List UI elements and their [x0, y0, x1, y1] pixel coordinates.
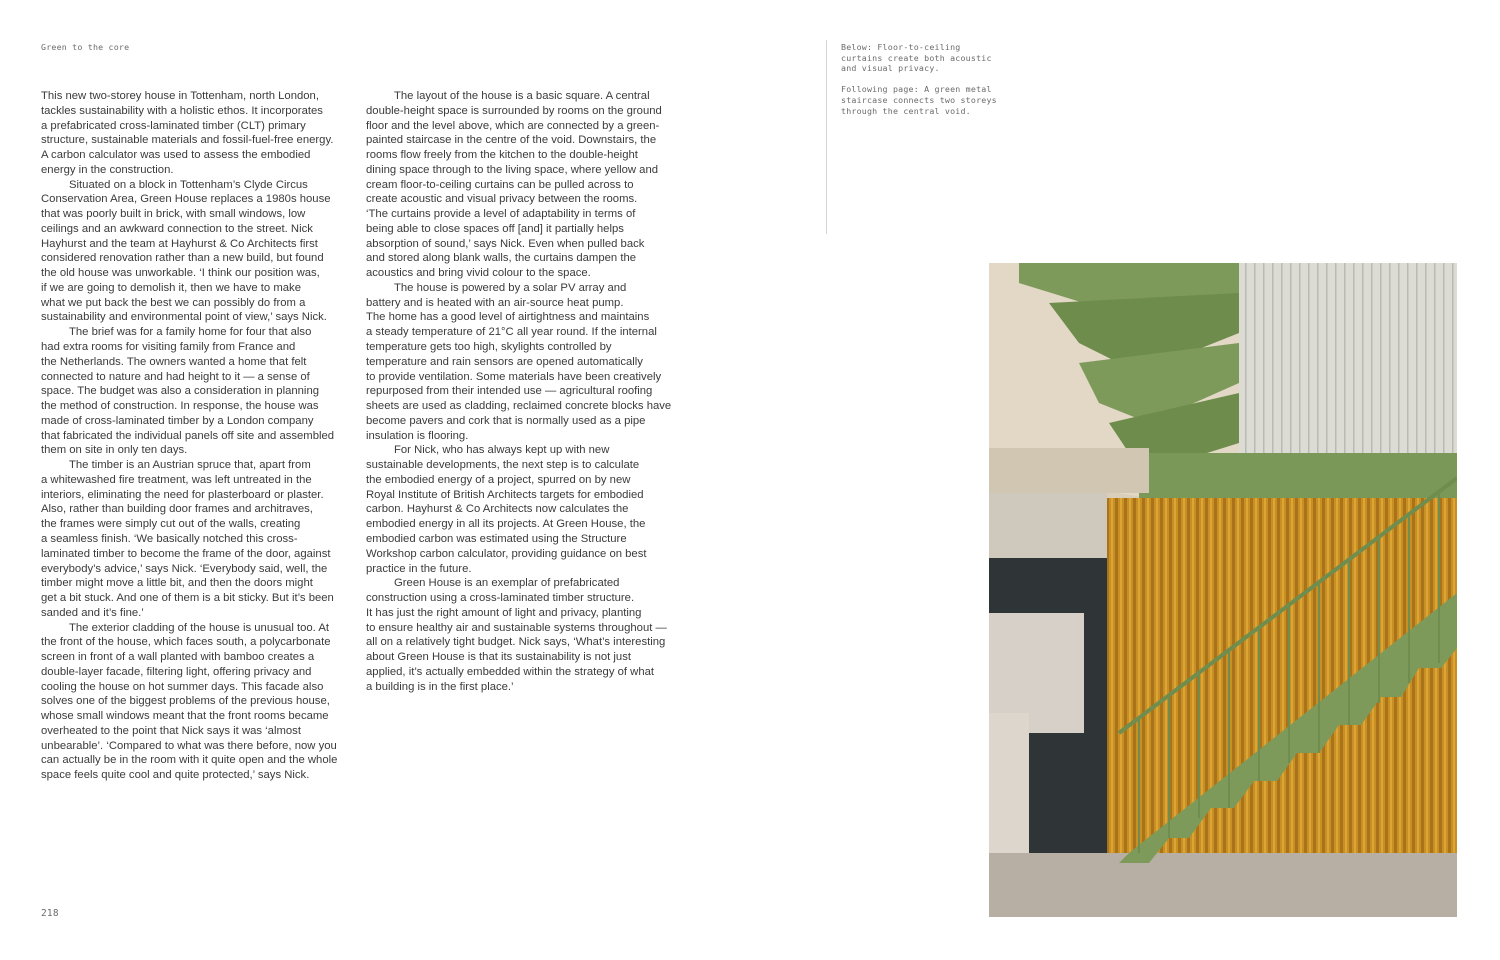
body-text-line: overheated to the point that Nick says it was ‘almost — [41, 724, 301, 737]
body-text-line: unbearable’. ‘Compared to what was there before, now you — [41, 739, 337, 752]
green-landing — [1139, 453, 1457, 498]
page-number: 218 — [41, 908, 59, 919]
caption-line: Below: Floor-to-ceiling — [841, 42, 961, 52]
body-text-line: the front of the house, which faces south, a polycarbonate — [41, 636, 331, 649]
body-text-line: a prefabricated cross-laminated timber (CLT) primary — [41, 119, 306, 132]
body-text-line: the Netherlands. The owners wanted a home that felt — [41, 355, 307, 368]
body-text-line: Workshop carbon calculator, providing guidance on best — [366, 547, 647, 560]
body-text-line: ceilings and an awkward connection to the street. Nick — [41, 222, 313, 235]
caption-line: curtains create both acoustic — [841, 52, 992, 63]
body-text-line: a building is in the first place.’ — [366, 680, 514, 693]
body-text-line: sheets are used as cladding, reclaimed concrete blocks have — [366, 400, 672, 413]
body-text-line: and stored along blank walls, the curtains dampen the — [366, 252, 637, 265]
body-text-line: a seamless finish. ‘We basically notched this cross- — [41, 532, 298, 545]
running-head: Green to the core — [41, 42, 130, 52]
body-text-line: The timber is an Austrian spruce that, apart from — [69, 459, 311, 472]
body-text-line: It has just the right amount of light and privacy, planting — [366, 606, 642, 619]
body-text-line: whose small windows meant that the front rooms became — [41, 710, 329, 723]
body-text-line: the frames were simply cut out of the walls, creating — [41, 518, 301, 531]
body-text-line: the embodied energy of a project, spurred on by new — [366, 473, 631, 486]
body-text-line: connected to nature and had height to it — a sense of — [41, 370, 310, 383]
body-text-line: embodied carbon was estimated using the Structure — [366, 532, 627, 545]
body-text-line: space feels quite cool and quite protected,’ says Nick. — [41, 769, 310, 782]
body-text-line: considered renovation rather than a new build, but found — [41, 252, 324, 265]
body-text-line: sustainable developments, the next step is to calculate — [366, 459, 640, 472]
body-text-line: double-layer facade, filtering light, offering privacy and — [41, 665, 312, 678]
body-text-line: that fabricated the individual panels off site and assembled — [41, 429, 335, 442]
body-text-line: cooling the house on hot summer days. This facade also — [41, 680, 324, 693]
body-text-line: energy in the construction. — [41, 163, 174, 176]
body-text-line: them on site in only ten days. — [41, 444, 188, 457]
body-column-left — [41, 89, 337, 783]
body-text-line: repurposed from their intended use — agricultural roofing — [366, 385, 653, 398]
body-text-line: everybody’s advice,’ says Nick. ‘Everybody said, well, the — [41, 562, 328, 575]
body-text-line: a whitewashed fire treatment, was left untreated in the — [41, 473, 312, 486]
body-text-line: the old house was unworkable. ‘I think our position was, — [41, 267, 320, 280]
body-text-line: floor and the level above, which are connected by a green- — [366, 119, 660, 132]
body-text-line: Green House is an exemplar of prefabricated — [394, 577, 620, 590]
body-text-line: create acoustic and visual privacy between the rooms. — [366, 193, 638, 206]
body-text-line: battery and is heated with an air-source heat pump. — [366, 296, 624, 309]
body-text-line: temperature and rain sensors are opened automatically — [366, 355, 643, 368]
body-text-line: painted staircase in the centre of the void. Downstairs, the — [366, 134, 657, 147]
body-text-line: A carbon calculator was used to assess the embodied — [41, 149, 311, 162]
body-text-line: laminated timber to become the frame of the door, against — [41, 547, 331, 560]
body-text-line: acoustics and bring vivid colour to the space. — [366, 267, 591, 280]
body-text-line: solves one of the biggest problems of the previous house, — [41, 695, 330, 708]
body-text-line: construction using a cross-laminated timber structure. — [366, 592, 635, 605]
body-text-line: to ensure healthy air and sustainable systems throughout — — [366, 621, 667, 634]
body-text-line: double-height space is surrounded by rooms on the ground — [366, 104, 662, 117]
body-text-line: Royal Institute of British Architects targets for embodied — [366, 488, 644, 501]
body-text-line: For Nick, who has always kept up with new — [394, 444, 610, 457]
caption-line: and visual privacy. — [841, 63, 940, 74]
photo-caption — [841, 42, 997, 127]
body-text-line: practice in the future. — [366, 562, 472, 575]
caption-divider — [826, 40, 827, 234]
body-text-line: screen in front of a wall planted with bamboo creates a — [41, 651, 315, 664]
body-text-line: interiors, eliminating the need for plasterboard or plaster. — [41, 488, 324, 501]
body-text-line: sustainability and environmental point of view,’ says Nick. — [41, 311, 327, 324]
body-text-line: become pavers and cork that is normally used as a pipe — [366, 414, 646, 427]
concrete-floor — [989, 853, 1457, 917]
body-text-line: being able to close spaces off [and] it partially helps — [366, 222, 624, 235]
body-text-line: had extra rooms for visiting family from France and — [41, 341, 296, 354]
body-text-line: cream floor-to-ceiling curtains can be pulled across to — [366, 178, 634, 191]
body-text-line: insulation is flooring. — [366, 429, 469, 442]
body-text-line: Situated on a block in Tottenham’s Clyde Circus — [69, 178, 308, 191]
body-text-line: a steady temperature of 21°C all year round. If the internal — [366, 326, 657, 339]
body-text-line: carbon. Hayhurst & Co Architects now calculates the — [366, 503, 629, 516]
caption-paragraph — [841, 42, 997, 74]
body-text-line: space. The budget was also a consideration in planning — [41, 385, 320, 398]
body-text-line: absorption of sound,’ says Nick. Even when pulled back — [366, 237, 645, 250]
body-text-line: what we put back the best we can possibly do from a — [41, 296, 306, 309]
body-text-line: Conservation Area, Green House replaces a 1980s house — [41, 193, 331, 206]
body-text-line: to provide ventilation. Some materials have been creatively — [366, 370, 662, 383]
body-text-line: if we are going to demolish it, then we have to make — [41, 281, 301, 294]
body-text-line: The brief was for a family home for four that also — [69, 326, 312, 339]
body-text-line: ‘The curtains provide a level of adaptability in terms of — [366, 208, 636, 221]
body-text-line: Hayhurst and the team at Hayhurst & Co Architects first — [41, 237, 318, 250]
body-text-line: The exterior cladding of the house is unusual too. At — [69, 621, 329, 634]
body-text-line: can actually be in the room with it quite open and the whole — [41, 754, 338, 767]
body-text-line: sanded and it’s fine.’ — [41, 606, 144, 619]
body-text-line: get a bit stuck. And one of them is a bit sticky. But it’s been — [41, 592, 334, 605]
body-text-line: about Green House is that its sustainability is not just — [366, 651, 631, 664]
body-text-line: rooms flow freely from the kitchen to the double-height — [366, 149, 638, 162]
body-text-line: made of cross-laminated timber by a London company — [41, 414, 314, 427]
body-text-line: the method of construction. In response, the house was — [41, 400, 319, 413]
body-text-line: structure, sustainable materials and fossil-fuel-free energy. — [41, 134, 334, 147]
caption-paragraph — [841, 84, 997, 116]
body-text-line: The house is powered by a solar PV array and — [394, 281, 627, 294]
body-text-line: embodied energy in all its projects. At Green House, the — [366, 518, 646, 531]
body-text-line: The layout of the house is a basic square. A central — [394, 90, 650, 102]
caption-line: staircase connects two storeys — [841, 94, 997, 105]
body-text-line: tackles sustainability with a holistic ethos. It incorporates — [41, 104, 323, 117]
body-text-line: This new two-storey house in Tottenham, north London, — [41, 90, 319, 102]
body-text-line: that was poorly built in brick, with small windows, low — [41, 208, 306, 221]
staircase-photo — [989, 263, 1457, 917]
body-text-line: timber might move a little bit, and then the doors might — [41, 577, 313, 590]
balustrade — [1239, 263, 1457, 453]
body-text-line: dining space through to the living space, where yellow and — [366, 163, 659, 176]
body-text-line: Also, rather than building door frames and architraves, — [41, 503, 313, 516]
body-column-right — [366, 89, 671, 694]
body-text-line: all on a relatively tight budget. Nick says, ‘What’s interesting — [366, 636, 666, 649]
body-text-line: applied, it’s actually embedded within the strategy of what — [366, 665, 655, 678]
body-text-line: The home has a good level of airtightness and maintains — [366, 311, 650, 324]
body-text-line: temperature gets too high, skylights controlled by — [366, 341, 612, 354]
caption-line: through the central void. — [841, 105, 971, 116]
caption-line: Following page: A green metal — [841, 84, 992, 95]
